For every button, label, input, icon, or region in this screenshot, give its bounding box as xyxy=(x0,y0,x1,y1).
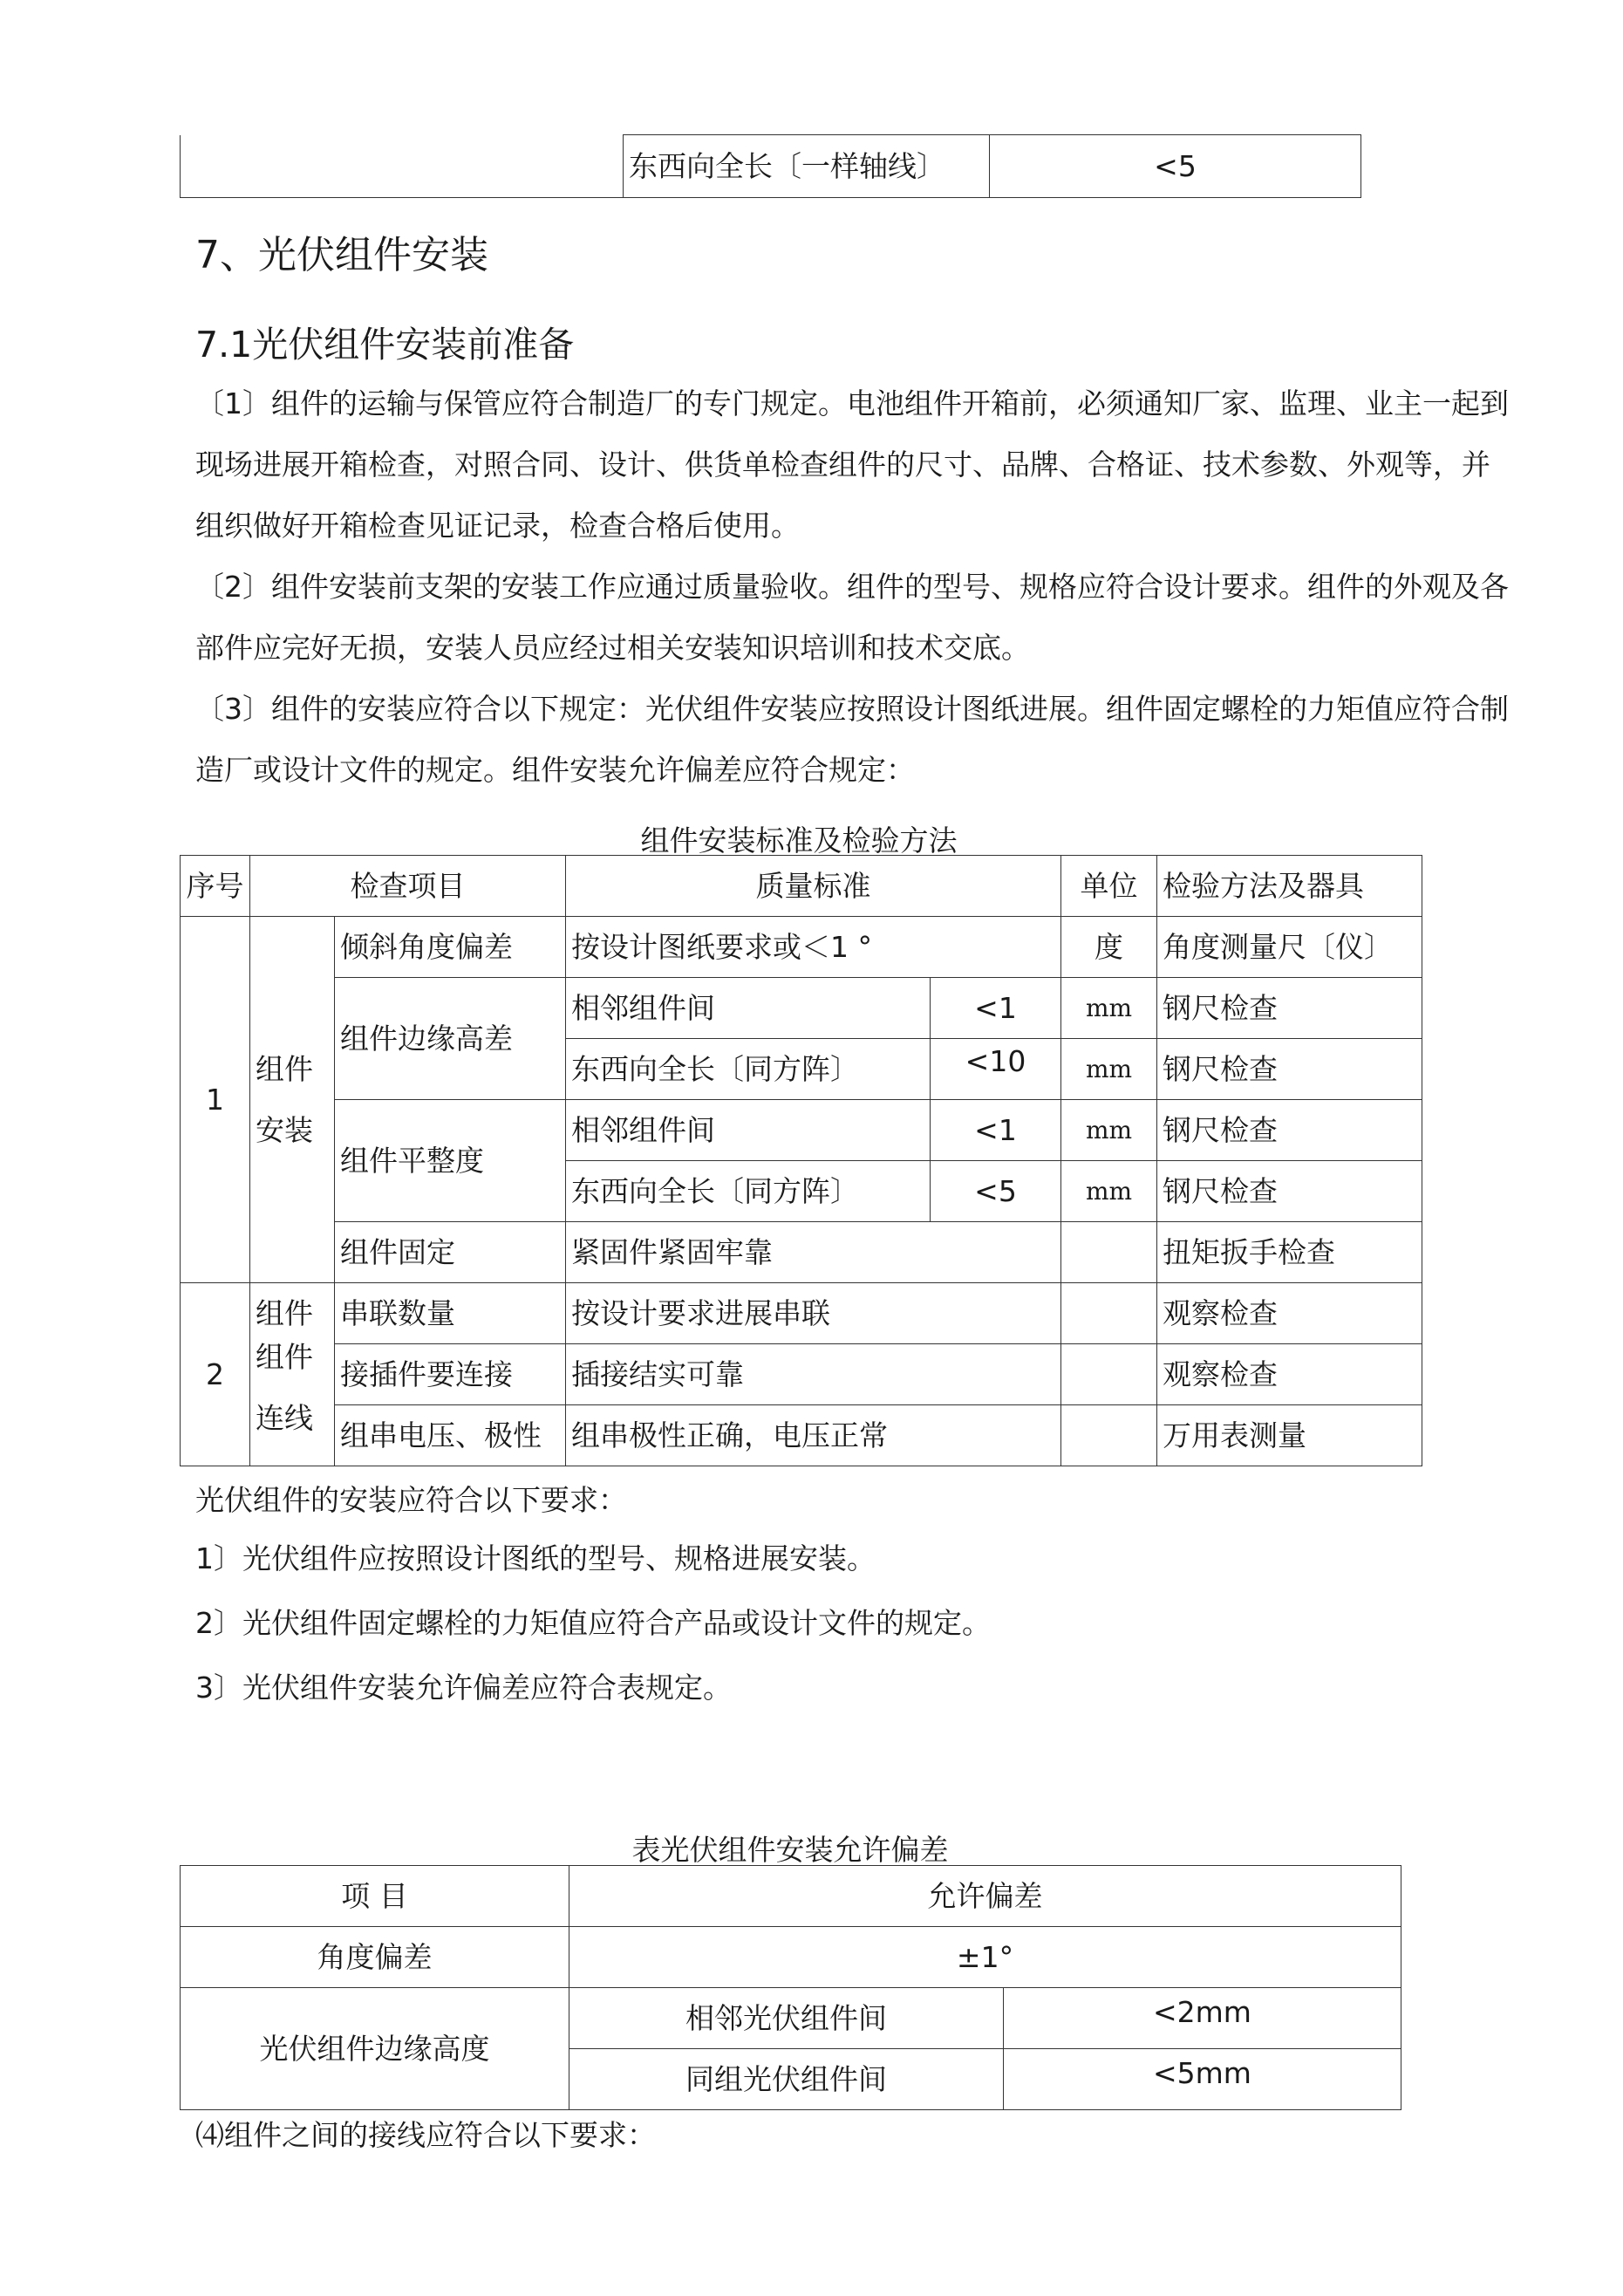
r3-sub1: 相邻组件间 xyxy=(566,1100,931,1161)
body-line: 〔1〕组件的运输与保管应符合制造厂的专门规定。电池组件开箱前，必须通知厂家、监理、业主一起到 xyxy=(195,386,1509,420)
table-row xyxy=(181,1927,1401,1988)
group2-category xyxy=(250,1283,335,1466)
group1-category-line: 安装 xyxy=(256,1112,313,1147)
section-7-1-title: 7.1光伏组件安装前准备 xyxy=(195,324,575,366)
r5-unit-empty xyxy=(1061,1283,1157,1344)
t2-angle-label: 角度偏差 xyxy=(181,1927,569,1988)
r5-item: 串联数量 xyxy=(335,1283,566,1344)
r2-sub1: 相邻组件间 xyxy=(566,978,931,1039)
r4-item: 组件固定 xyxy=(335,1222,566,1283)
r3-sub2: 东西向全长〔同方阵〕 xyxy=(566,1161,931,1222)
table-row xyxy=(181,917,1422,978)
r3-method2: 钢尺检查 xyxy=(1157,1161,1422,1222)
header-item: 检查项目 xyxy=(250,856,566,917)
top-table xyxy=(180,134,1361,198)
r2-item: 组件边缘高差 xyxy=(335,978,566,1100)
r2-sub2: 东西向全长〔同方阵〕 xyxy=(566,1039,931,1100)
r7-standard: 组串极性正确，电压正常 xyxy=(566,1405,1061,1466)
t2-header-deviation: 允许偏差 xyxy=(569,1866,1401,1927)
body-line: 部件应完好无损，安装人员应经过相关安装知识培训和技术交底。 xyxy=(195,631,1030,665)
r3-unit2: mm xyxy=(1061,1161,1157,1222)
table-row xyxy=(181,1344,1422,1405)
top-table-item: 东西向全长〔一样轴线〕 xyxy=(624,135,990,198)
r1-unit: 度 xyxy=(1061,917,1157,978)
t2-val1: <2mm xyxy=(1004,1988,1401,2049)
section-7-title: 7、光伏组件安装 xyxy=(195,233,488,277)
inspection-table xyxy=(180,855,1422,1466)
table-row xyxy=(181,1222,1422,1283)
table-row xyxy=(181,1100,1422,1161)
group2-category-line: 连线 xyxy=(256,1400,313,1435)
t2-sub2: 同组光伏组件间 xyxy=(569,2049,1004,2110)
r2-method2: 钢尺检查 xyxy=(1157,1039,1422,1100)
t2-header-item: 项 目 xyxy=(181,1866,569,1927)
r3-method1: 钢尺检查 xyxy=(1157,1100,1422,1161)
r6-standard: 插接结实可靠 xyxy=(566,1344,1061,1405)
table-row xyxy=(181,978,1422,1039)
body-line: 〔2〕组件安装前支架的安装工作应通过质量验收。组件的型号、规格应符合设计要求。组件的外观及各 xyxy=(195,570,1509,604)
header-method: 检验方法及器具 xyxy=(1157,856,1422,917)
group1-category-line: 组件 xyxy=(256,1051,313,1086)
r2-unit2: mm xyxy=(1061,1039,1157,1100)
group1-no: 1 xyxy=(181,917,250,1283)
deviation-table xyxy=(180,1865,1401,2110)
top-table-empty-cell xyxy=(181,135,624,198)
r3-unit1: mm xyxy=(1061,1100,1157,1161)
requirement-item: 2〕光伏组件固定螺栓的力矩值应符合产品或设计文件的规定。 xyxy=(195,1606,991,1640)
requirement-item: 3〕光伏组件安装允许偏差应符合表规定。 xyxy=(195,1671,732,1705)
t2-angle-value: ±1° xyxy=(569,1927,1401,1988)
r2-method1: 钢尺检查 xyxy=(1157,978,1422,1039)
body-line: 现场进展开箱检查，对照合同、设计、供货单检查组件的尺寸、品牌、合格证、技术参数、外观等，并 xyxy=(195,448,1490,482)
r3-item: 组件平整度 xyxy=(335,1100,566,1222)
table-row xyxy=(181,1866,1401,1927)
r7-item: 组串电压、极性 xyxy=(335,1405,566,1466)
requirement-item: 1〕光伏组件应按照设计图纸的型号、规格进展安装。 xyxy=(195,1541,876,1575)
group2-no: 2 xyxy=(181,1283,250,1466)
header-no: 序号 xyxy=(181,856,250,917)
t2-val2: <5mm xyxy=(1004,2049,1401,2110)
r3-val2: <5 xyxy=(931,1161,1061,1222)
r2-val1: <1 xyxy=(931,978,1061,1039)
table2-caption: 表光伏组件安装允许偏差 xyxy=(631,1833,949,1867)
r5-method: 观察检查 xyxy=(1157,1283,1422,1344)
r2-unit1: mm xyxy=(1061,978,1157,1039)
t2-edge-label: 光伏组件边缘高度 xyxy=(181,1988,569,2110)
r1-standard: 按设计图纸要求或＜1 ° xyxy=(566,917,1061,978)
body-line: 组织做好开箱检查见证记录，检查合格后使用。 xyxy=(195,509,800,543)
r3-val1: <1 xyxy=(931,1100,1061,1161)
group2-category-line: 组件 xyxy=(256,1295,313,1330)
table-row xyxy=(181,1988,1401,2049)
group1-category xyxy=(250,917,335,1283)
body-line: 〔3〕组件的安装应符合以下规定：光伏组件安装应按照设计图纸进展。组件固定螺栓的力矩值应符合制 xyxy=(195,692,1509,726)
table1-caption: 组件安装标准及检验方法 xyxy=(640,823,958,858)
r2-val2: <10 xyxy=(931,1039,1061,1100)
r7-method: 万用表测量 xyxy=(1157,1405,1422,1466)
r4-standard: 紧固件紧固牢靠 xyxy=(566,1222,1061,1283)
requirements xyxy=(195,1474,991,1720)
group2-category-line: 组件 xyxy=(256,1339,313,1374)
r1-item: 倾斜角度偏差 xyxy=(335,917,566,978)
r6-unit-empty xyxy=(1061,1344,1157,1405)
section-7-1-body xyxy=(195,373,1608,801)
r6-method: 观察检查 xyxy=(1157,1344,1422,1405)
header-standard: 质量标准 xyxy=(566,856,1061,917)
r1-method: 角度测量尺〔仪〕 xyxy=(1157,917,1422,978)
table1-header-row xyxy=(181,856,1422,917)
requirements-intro: 光伏组件的安装应符合以下要求： xyxy=(195,1483,627,1517)
table-row xyxy=(181,1283,1422,1344)
r4-method: 扭矩扳手检查 xyxy=(1157,1222,1422,1283)
r5-standard: 按设计要求进展串联 xyxy=(566,1283,1061,1344)
footer-line: ⑷组件之间的接线应符合以下要求： xyxy=(195,2118,656,2152)
r6-item: 接插件要连接 xyxy=(335,1344,566,1405)
top-table-value: <5 xyxy=(990,135,1361,198)
r4-unit-empty xyxy=(1061,1222,1157,1283)
body-line: 造厂或设计文件的规定。组件安装允许偏差应符合规定： xyxy=(195,753,915,787)
r7-unit-empty xyxy=(1061,1405,1157,1466)
t2-sub1: 相邻光伏组件间 xyxy=(569,1988,1004,2049)
header-unit: 单位 xyxy=(1061,856,1157,917)
table-row xyxy=(181,1405,1422,1466)
